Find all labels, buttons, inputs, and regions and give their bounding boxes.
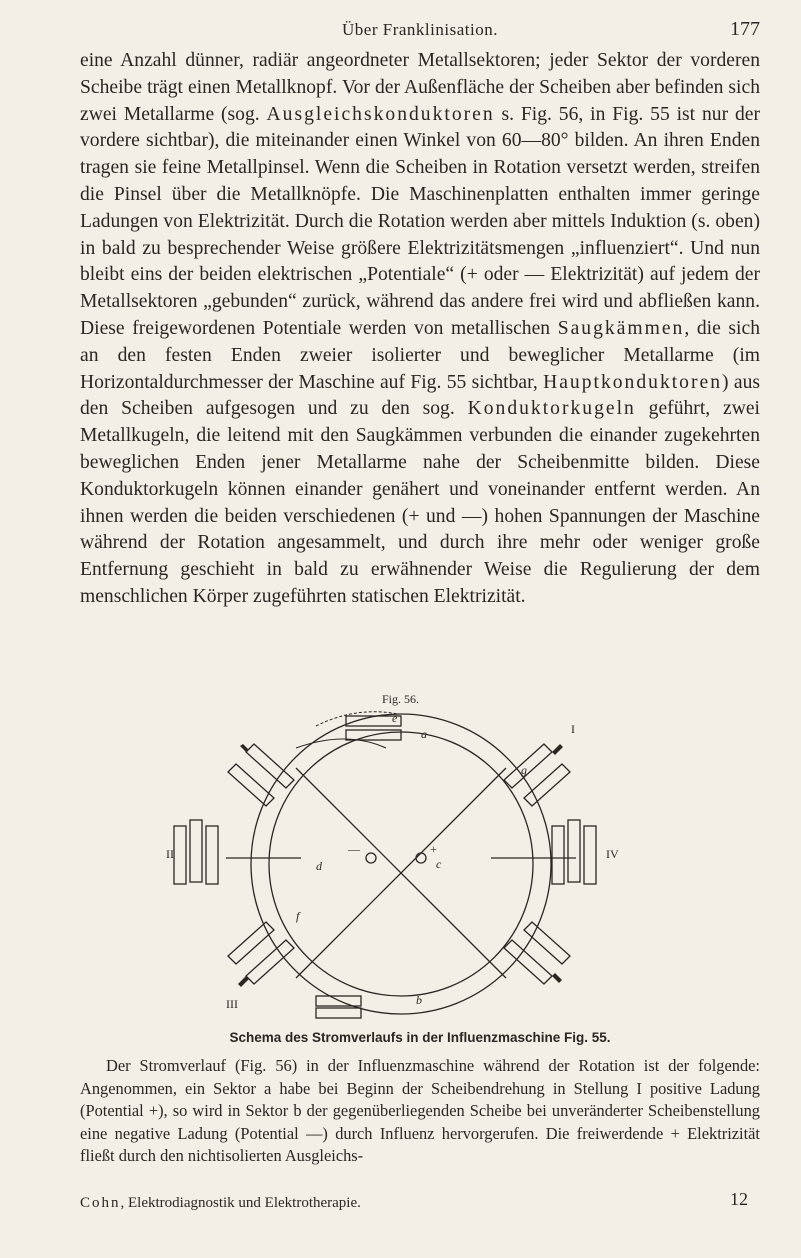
figure-caption: Schema des Stromverlaufs in der Influenzmaschine Fig. 55.: [229, 1030, 611, 1045]
label-g: g: [521, 763, 527, 777]
label-e: e: [392, 711, 398, 725]
footer-author: Cohn: [80, 1195, 121, 1211]
body-paragraph: [80, 48, 760, 611]
outer-disc: [251, 714, 551, 1014]
body-text-segment: s. Fig. 56, in Fig. 55 ist nur der vordere sichtbar), die miteinander einen Winkel von 60—80° bilden. An ihren Enden tragen sie feine Metallpinsel. Wenn die Scheiben in Rotation versetzt werden, streifen die Pinsel über die Metallknöpfe. Die Maschinenplatten enthalten immer geringe Ladungen von Elektrizität. Durch die Rotation werden aber mittels Induktion (s. oben) in bald zu besprechender Weise größere Elektrizitätsmengen „influenziert“. Und nun bleibt eins der beiden elektrischen „Potentiale“ (+ oder — Elektrizität) auf jedem der Metallsektoren „gebunden“ zurück, während das andere frei wird und abfließen kann. Diese freigewordenen Potentiale werden von metallischen: [80, 103, 760, 339]
page-number: 177: [730, 18, 760, 40]
page-header: [80, 14, 760, 44]
term-hauptkonduktoren: Hauptkonduktoren: [543, 371, 723, 393]
sector-bottom: [316, 1008, 361, 1018]
body-text-segment: geführt, zwei Metallkugeln, die leitend mit den Saugkämmen verbunden die einander zugekehrten beweglichen Enden jener Metallarme nahe der Scheibenmitte bilden. Diese Konduktorkugeln können einander genähert und voneinander entfernt werden. An ihnen werden die beiden verschiedenen (+ und —) hohen Spannungen der Maschine während der Rotation angesammelt, und durch ihre mehr oder weniger große Entfernung geschieht in bald zu erwähnender Weise die Regulierung der dem menschlichen Körper zugeführten statischen Elektrizität.: [80, 398, 760, 607]
sector-right-2: [568, 820, 580, 882]
sector-left-1: [174, 826, 186, 884]
footer-source: [80, 1195, 361, 1212]
label-a: a: [421, 727, 427, 741]
label-IV: IV: [606, 847, 619, 861]
sector-ur: [504, 744, 552, 788]
term-ausgleichskonduktoren: Ausgleichskonduktoren: [266, 103, 495, 125]
label-III: III: [226, 997, 238, 1011]
label-II: II: [166, 847, 174, 861]
signature-mark: 12: [730, 1189, 748, 1209]
body-text-segment: ) aus den Scheiben aufgesogen und zu den sog.: [80, 371, 760, 420]
pinsel-ur: [552, 744, 563, 755]
label-b: b: [416, 993, 422, 1007]
figure-label: Fig. 56.: [381, 692, 419, 706]
pinsel-ul: [240, 744, 249, 752]
body-text: [80, 48, 760, 611]
sector-left-3: [206, 826, 218, 884]
label-f: f: [296, 909, 300, 923]
sector-right-1: [584, 826, 596, 884]
explanation-paragraph: Der Stromverlauf (Fig. 56) in der Influenzmaschine während der Rotation ist der folgende: Angenommen, ein Sektor a habe bei Beginn der Scheibendrehung in Stellung I positive Ladung (Potential +), so wird in Sektor b der gegenüberliegenden Scheibe bei unveränderter Scheibenstellung eine negative Ladung (Potential —) durch Influenz hervorgerufen. Die freiwerdende + Elektrizität fließt durch den nichtisolierten Ausgleichs-: [80, 1056, 760, 1166]
running-title: Über Franklinisation.: [342, 20, 498, 39]
figure-explanation: [80, 1055, 760, 1168]
inner-disc: [269, 732, 533, 996]
sector-left-2: [190, 820, 202, 882]
schema-diagram: [166, 708, 636, 1024]
label-I: I: [571, 722, 575, 736]
sector-lr: [504, 940, 552, 984]
sector-right-3: [552, 826, 564, 884]
body-text-segment: eine Anzahl dünner, radiär angeordneter Metallsektoren; jeder Sektor der vorderen Scheibe trägt einen Metallknopf. Vor der Außenfläche der Scheiben aber befinden sich zwei Metallarme (sog.: [80, 50, 760, 125]
label-c: c: [436, 857, 442, 871]
label-minus: —: [348, 842, 360, 856]
pinsel-ll: [238, 976, 249, 987]
footer-source-title: , Elektrodiagnostik und Elektrotherapie.: [120, 1195, 361, 1211]
konduktorkugel-minus: [416, 853, 426, 863]
body-text-segment: , die sich an den festen Enden zweier isolierter und beweglicher Metallarme (im Horizontaldurchmesser der Maschine auf Fig. 55 sichtbar,: [80, 317, 760, 393]
page-footer: [80, 1189, 760, 1219]
term-konduktorkugeln: Konduktorkugeln: [467, 398, 636, 420]
label-plus: +: [430, 842, 437, 856]
label-d: d: [316, 859, 322, 873]
konduktorkugel-plus: [366, 853, 376, 863]
term-saugkaemmen: Saugkämmen: [557, 317, 685, 339]
pinsel-lr: [552, 973, 562, 983]
figure-56: [166, 708, 636, 1024]
